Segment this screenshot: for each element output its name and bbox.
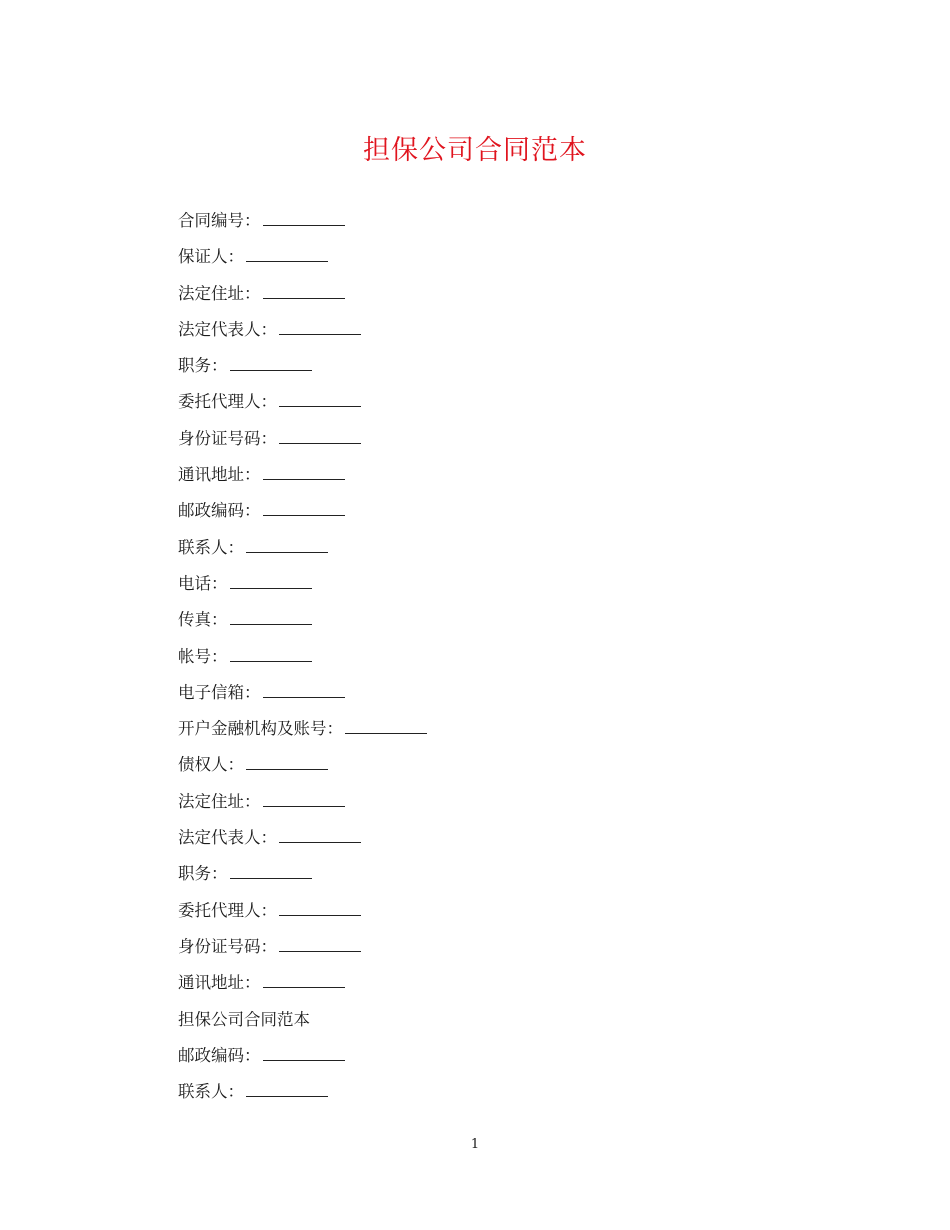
fill-in-blank <box>263 787 345 807</box>
field-label: 通讯地址： <box>178 465 261 485</box>
contract-field-line <box>178 823 778 859</box>
contract-field-line <box>178 1077 778 1113</box>
contract-field-line <box>178 642 778 678</box>
fill-in-blank <box>279 932 361 952</box>
fill-in-blank <box>230 569 312 589</box>
contract-field-line <box>178 424 778 460</box>
contract-field-line <box>178 859 778 895</box>
contract-field-line <box>178 460 778 496</box>
contract-field-line <box>178 569 778 605</box>
fill-in-blank <box>246 750 328 770</box>
fill-in-blank <box>263 678 345 698</box>
contract-field-line <box>178 496 778 532</box>
contract-field-list <box>178 206 778 1113</box>
running-header-text <box>178 1005 778 1041</box>
field-label: 联系人： <box>178 537 244 557</box>
field-label: 身份证号码： <box>178 428 277 448</box>
fill-in-blank <box>279 424 361 444</box>
document-title: 担保公司合同范本 <box>363 135 587 166</box>
contract-field-line <box>178 605 778 641</box>
contract-field-line <box>178 387 778 423</box>
field-label: 合同编号： <box>178 211 261 230</box>
contract-field-line <box>178 932 778 968</box>
contract-field-line <box>178 968 778 1004</box>
field-label: 身份证号码： <box>178 936 277 956</box>
field-label: 委托代理人： <box>178 392 277 412</box>
fill-in-blank <box>263 496 345 516</box>
contract-field-line <box>178 750 778 786</box>
fill-in-blank <box>230 351 312 371</box>
field-label: 担保公司合同范本 <box>178 1009 310 1029</box>
contract-field-line <box>178 533 778 569</box>
contract-field-line <box>178 678 778 714</box>
fill-in-blank <box>345 714 427 734</box>
contract-field-line <box>178 1041 778 1077</box>
fill-in-blank <box>246 1077 328 1097</box>
field-label: 邮政编码： <box>178 1045 261 1065</box>
field-label: 电话： <box>178 573 228 593</box>
fill-in-blank <box>230 605 312 625</box>
field-label: 法定住址： <box>178 283 261 303</box>
fill-in-blank <box>263 968 345 988</box>
field-label: 开户金融机构及账号： <box>178 719 343 739</box>
field-label: 通讯地址： <box>178 973 261 993</box>
fill-in-blank <box>263 206 345 226</box>
fill-in-blank <box>279 387 361 407</box>
fill-in-blank <box>279 823 361 843</box>
fill-in-blank <box>246 533 328 553</box>
field-label: 法定代表人： <box>178 828 277 848</box>
contract-field-line <box>178 315 778 351</box>
fill-in-blank <box>230 859 312 879</box>
contract-field-line <box>178 206 778 242</box>
page-number: 1 <box>470 1137 480 1152</box>
field-label: 职务： <box>178 356 228 376</box>
fill-in-blank <box>279 896 361 916</box>
field-label: 电子信箱： <box>178 682 261 702</box>
field-label: 法定代表人： <box>178 319 277 339</box>
field-label: 帐号： <box>178 646 228 666</box>
field-label: 法定住址： <box>178 791 261 811</box>
contract-field-line <box>178 714 778 750</box>
field-label: 联系人： <box>178 1082 244 1102</box>
contract-field-line <box>178 242 778 278</box>
field-label: 职务： <box>178 864 228 884</box>
field-label: 保证人： <box>178 247 244 267</box>
contract-field-line <box>178 896 778 932</box>
contract-field-line <box>178 787 778 823</box>
fill-in-blank <box>263 279 345 299</box>
fill-in-blank <box>263 1041 345 1061</box>
field-label: 债权人： <box>178 755 244 775</box>
field-label: 委托代理人： <box>178 900 277 920</box>
contract-field-line <box>178 351 778 387</box>
field-label: 邮政编码： <box>178 501 261 521</box>
contract-field-line <box>178 279 778 315</box>
fill-in-blank <box>230 642 312 662</box>
fill-in-blank <box>263 460 345 480</box>
fill-in-blank <box>246 242 328 262</box>
field-label: 传真： <box>178 610 228 630</box>
fill-in-blank <box>279 315 361 335</box>
